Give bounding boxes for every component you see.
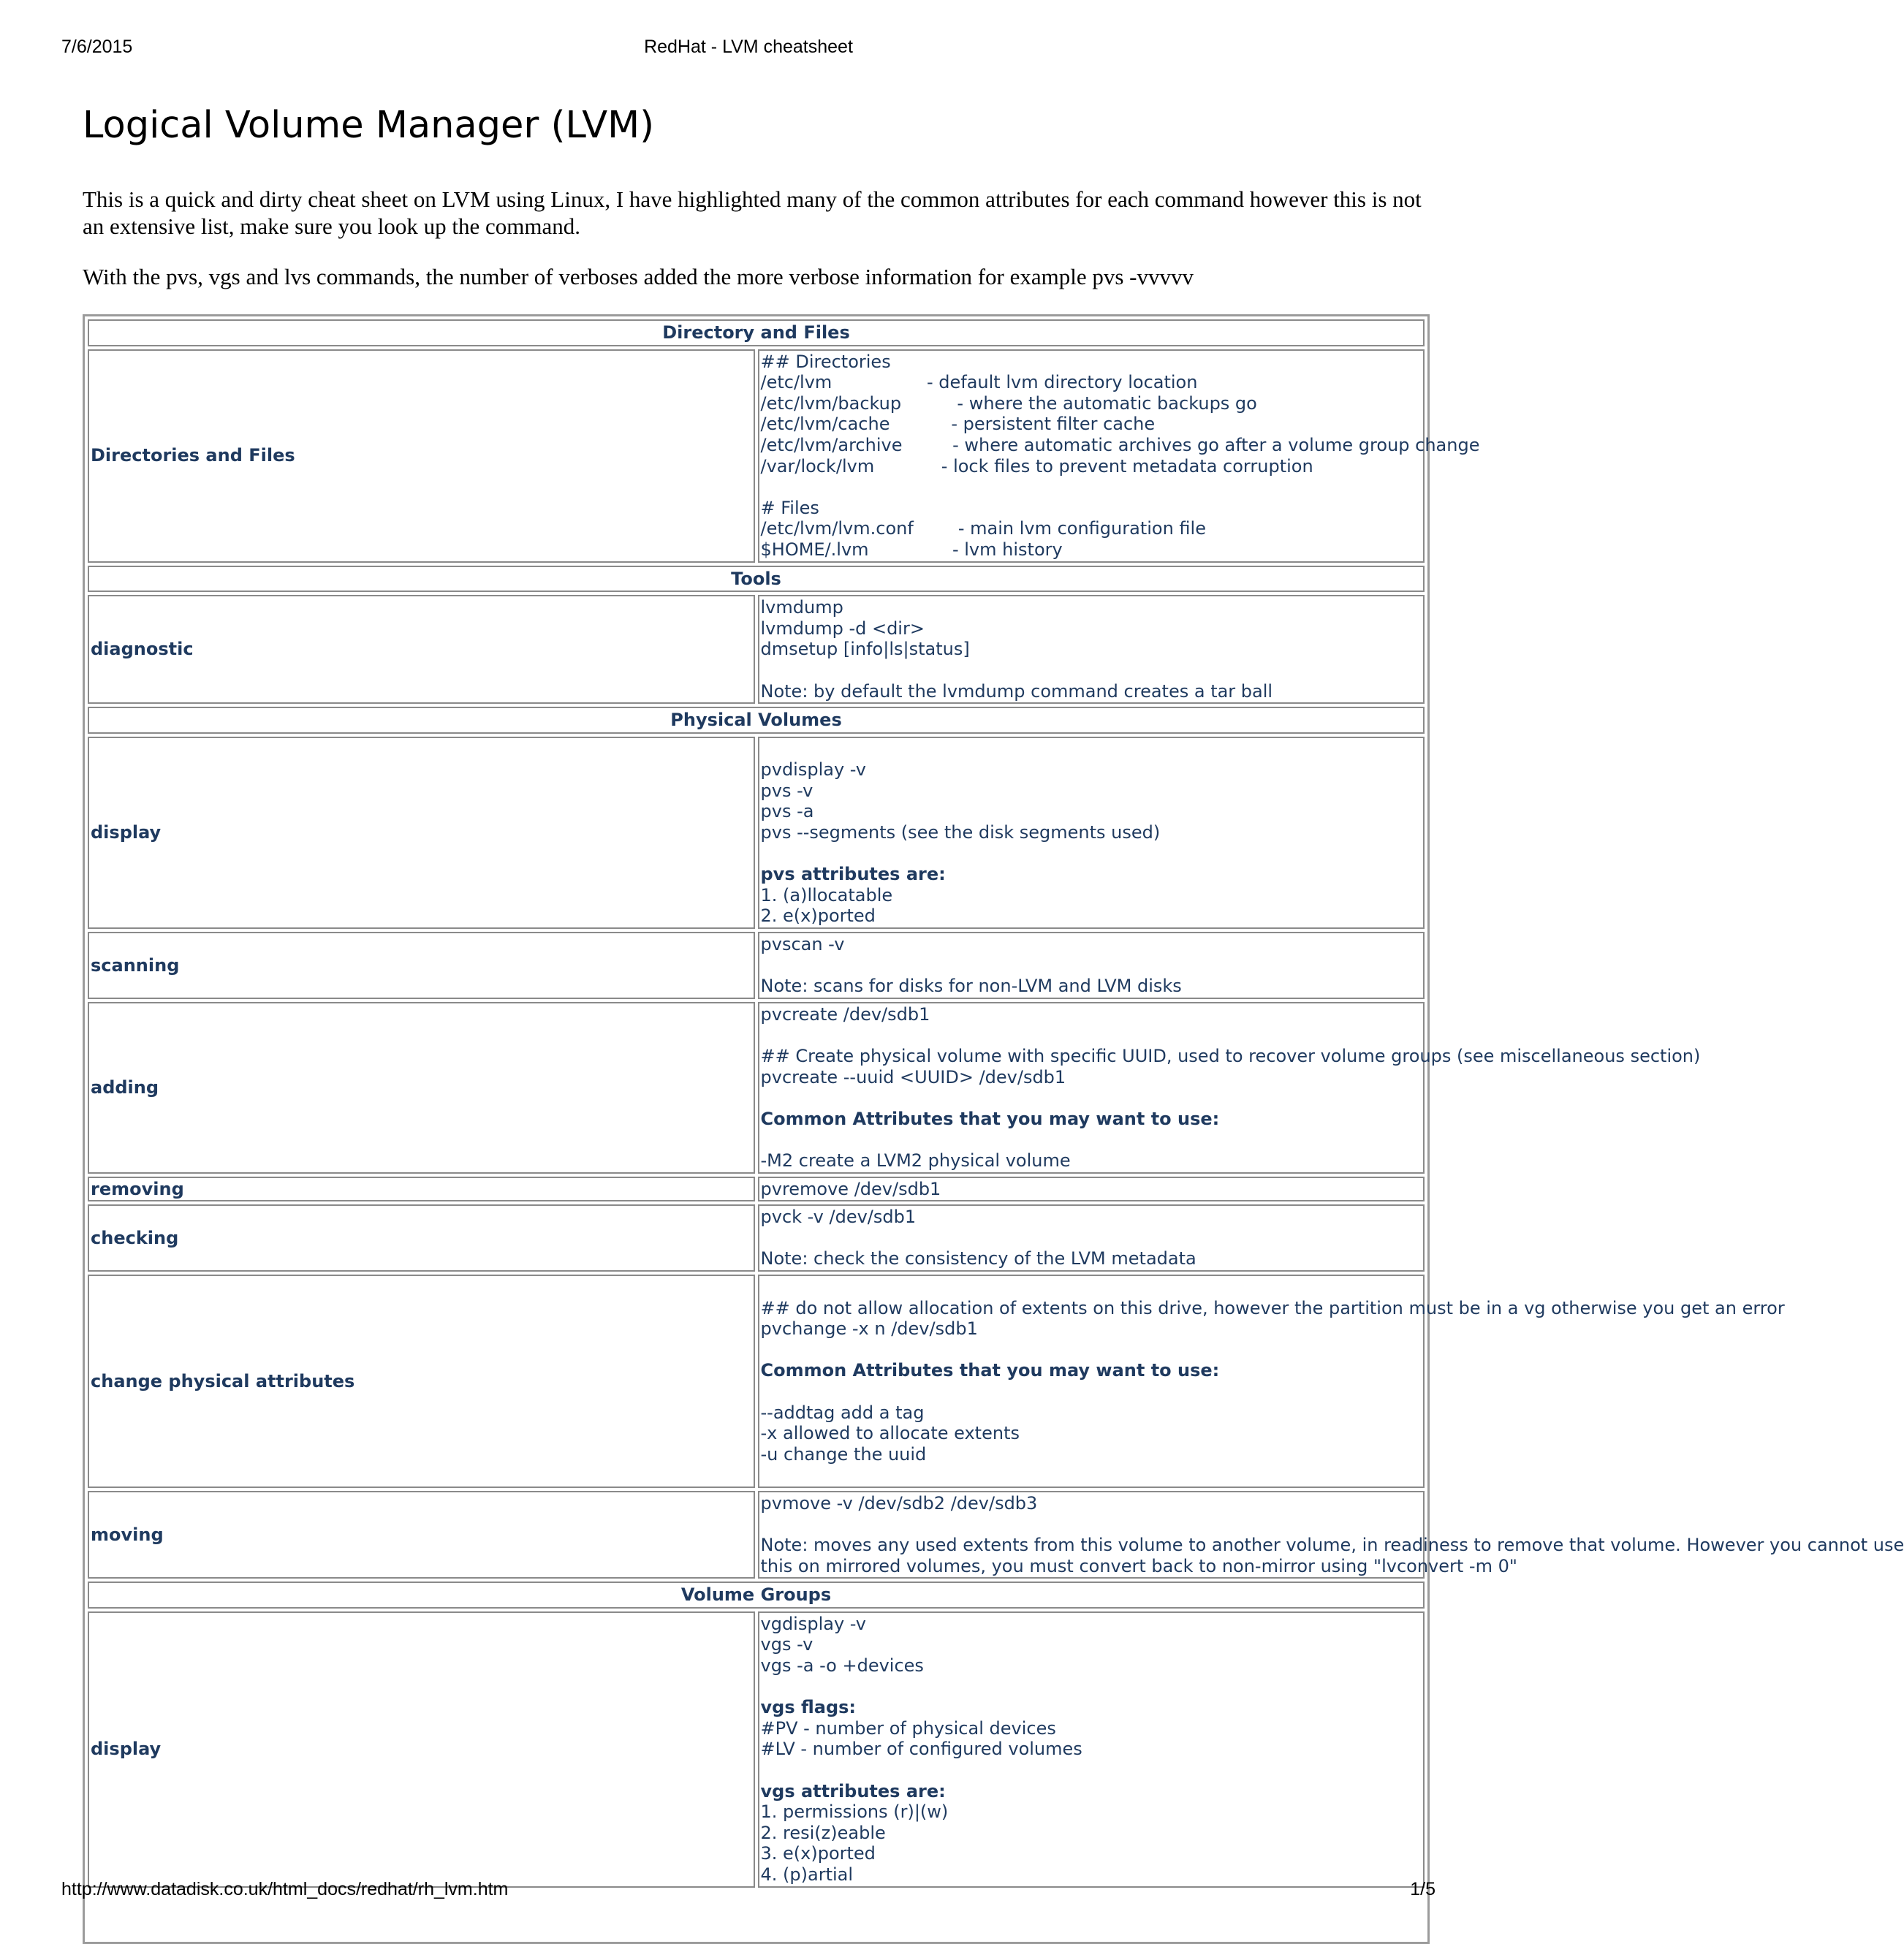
row-label: display xyxy=(88,737,755,929)
content-line: --addtag add a tag xyxy=(760,1402,925,1423)
content-line xyxy=(761,1277,1422,1298)
content-line xyxy=(761,955,1422,976)
row-content xyxy=(758,349,1480,563)
content-line: /etc/lvm/lvm.conf - main lvm configuration file xyxy=(760,518,1206,539)
row-content xyxy=(758,1177,1425,1202)
content-line: #PV - number of physical devices xyxy=(760,1717,1056,1739)
content-line: Note: by default the lvmdump command creates a tar ball xyxy=(760,680,1273,702)
row-content xyxy=(758,1275,1785,1488)
header-title: RedHat - LVM cheatsheet xyxy=(644,37,853,57)
row-content xyxy=(758,1491,1904,1579)
content-line: 2. e(x)ported xyxy=(760,905,876,927)
table-row xyxy=(88,349,1425,563)
content-line: vgs attributes are: xyxy=(760,1780,946,1801)
content-line: pvs --segments (see the disk segments used) xyxy=(760,822,1161,843)
content-line: ## do not allow allocation of extents on this drive, however the partition must be in a vg otherwise you get an error xyxy=(760,1297,1785,1318)
content-line: /etc/lvm/cache - persistent filter cache xyxy=(760,414,1156,435)
table-row xyxy=(88,1177,1425,1202)
content-line xyxy=(761,1760,1422,1781)
content-line: Common Attributes that you may want to use: xyxy=(760,1360,1220,1381)
content-line: -u change the uuid xyxy=(760,1443,927,1465)
content-line: pvremove /dev/sdb1 xyxy=(760,1178,941,1199)
row-label: display xyxy=(88,1611,755,1888)
section-title: Volume Groups xyxy=(88,1582,1425,1609)
section-header-row xyxy=(88,707,1425,734)
content-line xyxy=(761,1514,1422,1535)
row-label: moving xyxy=(88,1491,755,1579)
content-line xyxy=(761,1677,1422,1698)
content-line: ## Create physical volume with specific UUID, used to recover volume groups (see miscellaneous section) xyxy=(760,1046,1701,1066)
content-line xyxy=(761,476,1422,498)
content-line: /etc/lvm/backup - where the automatic backups go xyxy=(760,392,1257,414)
content-line: Note: check the consistency of the LVM metadata xyxy=(760,1248,1196,1269)
content-line xyxy=(761,660,1422,681)
content-line: vgs flags: xyxy=(760,1697,857,1718)
row-label: scanning xyxy=(88,932,755,999)
row-label: checking xyxy=(88,1204,755,1272)
content-line: /etc/lvm/archive - where automatic archives go after a volume group change xyxy=(760,434,1480,455)
row-label: adding xyxy=(88,1002,755,1174)
content-line: ## Directories xyxy=(760,351,891,372)
content-line: #LV - number of configured volumes xyxy=(760,1739,1082,1760)
content-line: -x allowed to allocate extents xyxy=(760,1423,1020,1444)
row-content xyxy=(758,1611,1425,1888)
section-title: Directory and Files xyxy=(88,319,1425,346)
content-line: pvmove -v /dev/sdb2 /dev/sdb3 xyxy=(760,1492,1038,1514)
content-line: vgs -a -o +devices xyxy=(760,1655,924,1677)
content-line: 1. (a)llocatable xyxy=(760,884,893,905)
content-line: Note: scans for disks for non-LVM and LVM disks xyxy=(760,976,1182,997)
cheatsheet-table xyxy=(83,314,1904,1944)
table-row xyxy=(88,1002,1425,1174)
content-line xyxy=(761,843,1422,865)
content-line: this on mirrored volumes, you must convert back to non-mirror using "lvconvert -m 0" xyxy=(760,1555,1517,1576)
content-line: pvs -a xyxy=(760,801,814,822)
section-title: Physical Volumes xyxy=(88,707,1425,734)
content-line xyxy=(761,1129,1422,1150)
table-row xyxy=(88,1204,1425,1272)
content-line: $HOME/.lvm - lvm history xyxy=(760,539,1063,560)
row-label: diagnostic xyxy=(88,595,755,704)
intro-paragraph: This is a quick and dirty cheat sheet on LVM using Linux, I have highlighted many of the common attributes for each command however this is not an extensive list, make sure you look up the command. xyxy=(83,186,1422,239)
content-line: pvcreate /dev/sdb1 xyxy=(760,1003,930,1025)
content-line: pvcreate --uuid <UUID> /dev/sdb1 xyxy=(760,1066,1066,1087)
content-line xyxy=(761,1228,1422,1249)
section-header-row xyxy=(88,1582,1425,1609)
table-row xyxy=(88,1491,1425,1579)
section-title: Tools xyxy=(88,566,1425,593)
page-footer xyxy=(0,1879,1497,1904)
row-content xyxy=(758,737,1425,929)
content-line: lvmdump -d <dir> xyxy=(760,618,925,639)
content-line: pvs -v xyxy=(760,780,813,801)
row-label: change physical attributes xyxy=(88,1275,755,1488)
row-content xyxy=(758,932,1425,999)
content-line: 1. permissions (r)|(w) xyxy=(760,1801,949,1823)
row-label: Directories and Files xyxy=(88,349,755,563)
table-row xyxy=(88,737,1425,929)
content-line: 2. resi(z)eable xyxy=(760,1822,886,1843)
content-line: Common Attributes that you may want to use: xyxy=(760,1108,1220,1129)
content-line xyxy=(761,1025,1422,1046)
table-row xyxy=(88,932,1425,999)
content-line: /etc/lvm - default lvm directory location xyxy=(760,372,1198,393)
content-line: vgs -v xyxy=(760,1634,813,1655)
content-line: pvchange -x n /dev/sdb1 xyxy=(760,1318,978,1340)
content-line: # Files xyxy=(760,497,819,518)
content-line xyxy=(761,1381,1422,1402)
row-label: removing xyxy=(88,1177,755,1202)
content-line: 3. e(x)ported xyxy=(760,1843,876,1864)
content-line: pvscan -v xyxy=(760,934,845,955)
footer-page-number: 1/5 xyxy=(1410,1879,1435,1899)
content-line: pvs attributes are: xyxy=(760,864,946,885)
table-row xyxy=(88,1275,1425,1488)
content-line: 4. (p)artial xyxy=(760,1864,854,1885)
table-row xyxy=(88,595,1425,704)
page-title: Logical Volume Manager (LVM) xyxy=(83,104,655,147)
content-line xyxy=(761,739,1422,760)
page-header xyxy=(0,37,1497,61)
header-date: 7/6/2015 xyxy=(61,37,133,57)
table-row xyxy=(88,1611,1425,1888)
content-line: Note: moves any used extents from this volume to another volume, in readiness to remove that volume. However you cannot use xyxy=(760,1535,1904,1556)
content-line: dmsetup [info|ls|status] xyxy=(760,639,970,660)
row-content xyxy=(758,1002,1701,1174)
section-header-row xyxy=(88,566,1425,593)
content-line xyxy=(761,1465,1422,1486)
content-line: pvdisplay -v xyxy=(760,759,867,781)
content-line xyxy=(761,1340,1422,1361)
content-line: vgdisplay -v xyxy=(760,1613,867,1634)
row-content xyxy=(758,1204,1425,1272)
content-line: -M2 create a LVM2 physical volume xyxy=(760,1150,1071,1171)
content-line: /var/lock/lvm - lock files to prevent metadata corruption xyxy=(760,455,1313,476)
row-content xyxy=(758,595,1425,704)
content-line: pvck -v /dev/sdb1 xyxy=(760,1207,917,1228)
footer-url: http://www.datadisk.co.uk/html_docs/redhat/rh_lvm.htm xyxy=(61,1879,509,1899)
section-header-row xyxy=(88,319,1425,346)
content-line: lvmdump xyxy=(760,597,843,618)
intro-paragraph: With the pvs, vgs and lvs commands, the number of verboses added the more verbose information for example pvs -vvvvv xyxy=(83,264,1194,289)
content-line xyxy=(761,1087,1422,1109)
